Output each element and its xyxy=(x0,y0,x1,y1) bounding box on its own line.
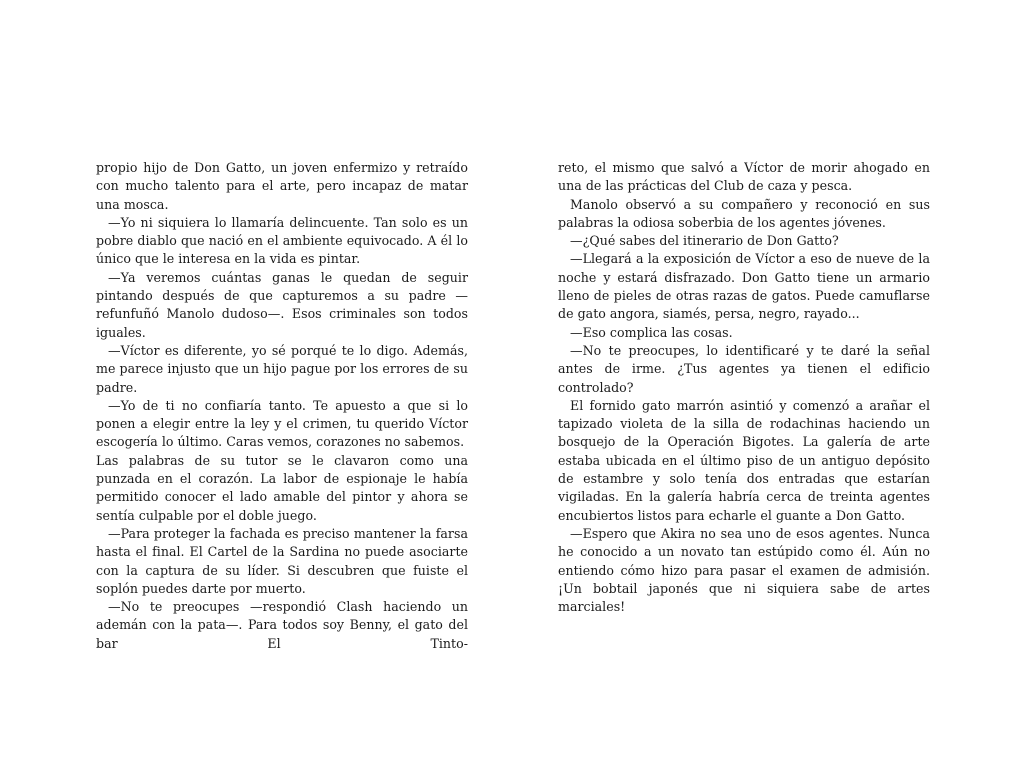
paragraph: propio hijo de Don Gatto, un joven enfermizo y retraído con mucho talento para el arte, pero incapaz de matar una mosca. xyxy=(96,160,468,212)
paragraph: —Yo de ti no confiaría tanto. Te apuesto a que si lo ponen a elegir entre la ley y el crimen, tu querido Víctor escogería lo último. Caras vemos, corazones no sabemos. xyxy=(96,397,468,450)
paragraph: —Ya veremos cuántas ganas le quedan de seguir pintando después de que capturemos a su padre —refunfuñó Manolo dudoso—. Esos criminales son todos iguales. xyxy=(96,269,468,340)
paragraph: —Eso complica las cosas. xyxy=(570,324,733,340)
paragraph: —¿Qué sabes del itinerario de Don Gatto? xyxy=(570,233,839,249)
paragraph: —Para proteger la fachada es preciso mantener la farsa hasta el final. El Cartel de la Sardina no puede asociarte con la captura de su líder. Si descubren que fuiste el soplón puedes darte por muerto. xyxy=(96,525,468,596)
paragraph: —Espero que Akira no sea uno de esos agentes. Nunca he conocido a un novato tan estúpido como él. Aún no entiendo cómo hizo para pasar el examen de admisión. ¡Un bobtail japonés que ni siquiera sabe de artes marciales! xyxy=(558,525,930,615)
paragraph: Las palabras de su tutor se le clavaron como una punzada en el corazón. La labor de espionaje le había permitido conocer el lado amable del pintor y ahora se sentía culpable por el doble juego. xyxy=(96,452,468,523)
paragraph: —No te preocupes, lo identificaré y te daré la señal antes de irme. ¿Tus agentes ya tienen el edificio controlado? xyxy=(558,342,930,395)
paragraph: —Llegará a la exposición de Víctor a eso de nueve de la noche y estará disfrazado. Don Gatto tiene un armario lleno de pieles de otras razas de gatos. Puede camuflarse de gato angora, siamés, persa, negro, rayado... xyxy=(558,251,930,322)
paragraph: —Víctor es diferente, yo sé porqué te lo digo. Además, me parece injusto que un hijo pague por los errores de su padre. xyxy=(96,342,468,395)
paragraph: —Yo ni siquiera lo llamaría delincuente. Tan solo es un pobre diablo que nació en el ambiente equivocado. A él lo único que le interesa en la vida es pintar. xyxy=(96,214,468,267)
left-page xyxy=(96,159,468,653)
right-page xyxy=(558,159,930,616)
paragraph: El fornido gato marrón asintió y comenzó a arañar el tapizado violeta de la silla de rodachinas haciendo un bosquejo de la Operación Bigotes. La galería de arte estaba ubicada en el último piso de un antiguo depósito de estambre y solo tenía dos entradas que estarían vigiladas. En la galería habría cerca de treinta agentes encubiertos listos para echarle el guante a Don Gatto. xyxy=(558,397,930,523)
paragraph: reto, el mismo que salvó a Víctor de morir ahogado en una de las prácticas del Club de caza y pesca. xyxy=(558,160,930,194)
paragraph: Manolo observó a su compañero y reconoció en sus palabras la odiosa soberbia de los agentes jóvenes. xyxy=(558,196,930,230)
paragraph: —No te preocupes —respondió Clash haciendo un ademán con la pata—. Para todos soy Benny, el gato del bar El Tinto- xyxy=(96,599,468,651)
